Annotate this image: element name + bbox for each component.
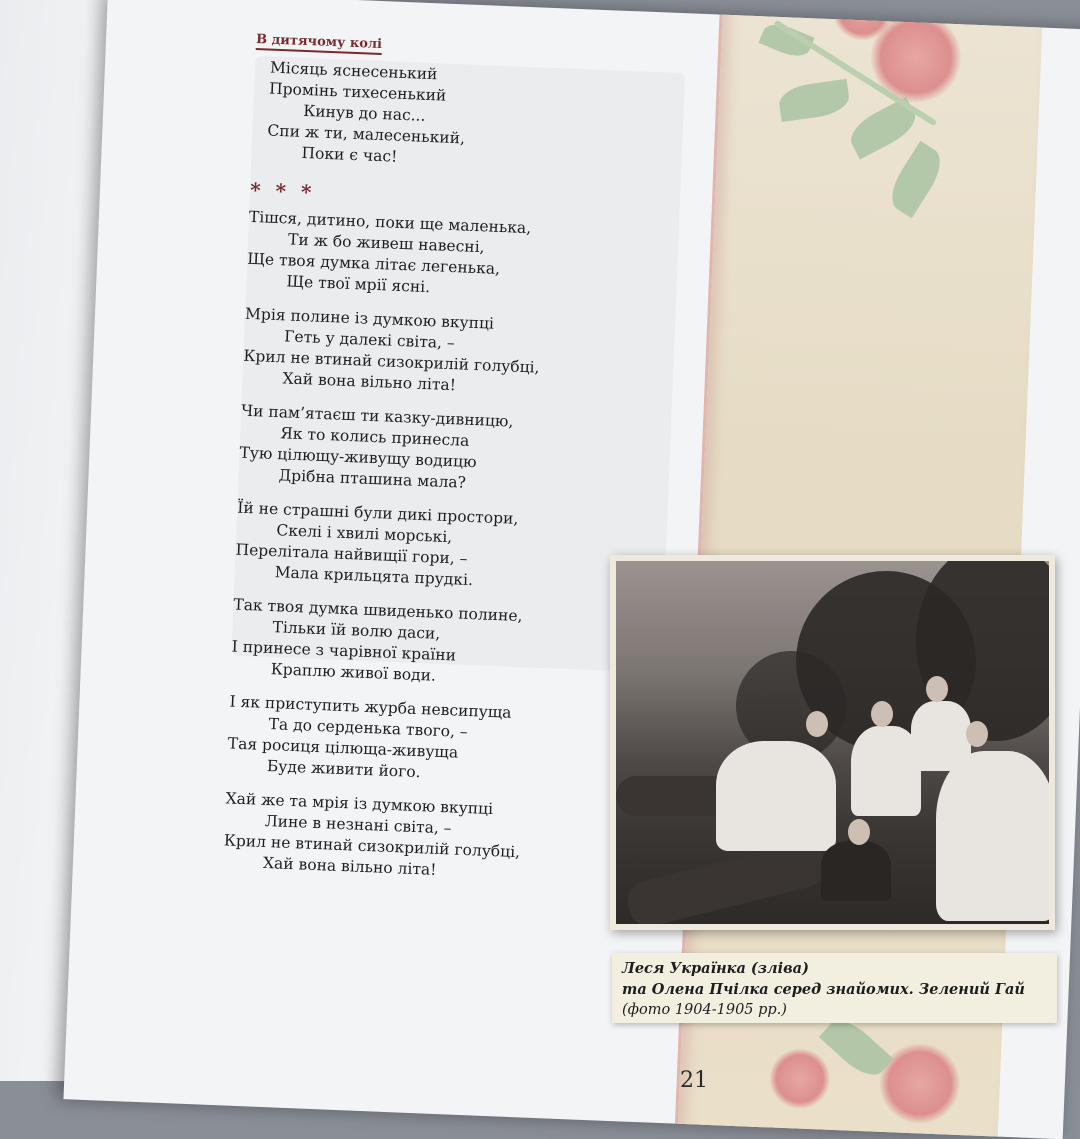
poem-line: Мала крильцята прудкі. — [274, 563, 474, 590]
poem-line: І принесе з чарівної країни — [231, 637, 457, 665]
leaf-ornament — [777, 79, 851, 122]
leaf-ornament — [883, 141, 949, 218]
lullaby-line: Промінь тихесенький — [268, 79, 447, 105]
poem-line: Скелі і хвилі морські, — [276, 521, 453, 547]
poem-line: Та до серденька твого, – — [268, 715, 468, 742]
photo-caption — [612, 953, 1057, 1023]
poem-line: Хай вона вільно літа! — [262, 853, 437, 879]
lullaby-line: Поки є час! — [301, 143, 398, 166]
historical-photo — [610, 555, 1055, 930]
poem-line: Геть у далекі світа, – — [283, 327, 456, 353]
poem-line: Дрібна пташина мала? — [278, 466, 467, 492]
caption-line: та Олена Пчілка серед знайомих. Зелений Гай — [622, 981, 1025, 998]
flower-ornament — [878, 1042, 961, 1125]
stanza-separator: * * * — [249, 177, 316, 205]
caption-line: Леся Українка (зліва) — [622, 960, 809, 977]
poem-line: Буде живити його. — [266, 757, 421, 782]
photo-person-head — [966, 721, 988, 747]
photo-image — [616, 561, 1049, 924]
photo-person — [936, 751, 1049, 921]
photo-person-head — [806, 711, 828, 737]
poem-line: Крил не втинай сизокрилій голубці, — [243, 346, 540, 377]
poem-line: Перелітала найвищії гори, – — [235, 540, 468, 568]
caption-line: (фото 1904-1905 рр.) — [622, 1002, 787, 1018]
photo-person-head — [871, 701, 893, 727]
poem-line: Мрія полине із думкою вкупці — [244, 304, 495, 333]
lullaby-line: Спи ж ти, малесенький, — [267, 121, 466, 148]
photo-person-head — [926, 676, 948, 702]
page-number: 21 — [680, 1068, 708, 1093]
poem-line: Ще твої мрії ясні. — [286, 272, 431, 297]
lullaby-line: Кинув до нас... — [302, 101, 426, 125]
poem-line: Ще твоя думка літає легенька, — [246, 249, 501, 278]
poem-line: Хай вона вільно літа! — [282, 369, 457, 395]
poem-line: Тішся, дитино, поки ще маленька, — [248, 207, 532, 238]
photo-person — [821, 841, 891, 901]
poem-line: Чи пам’ятаєш ти казку-дивницю, — [240, 401, 514, 431]
poem-line: Хай же та мрія із думкою вкупці — [225, 789, 494, 819]
poem-line: Ти ж бо живеш навесні, — [287, 230, 485, 257]
poem-line: Тую цілющу-живущу водицю — [239, 443, 477, 472]
poem-line: Лине в незнані світа, – — [264, 811, 452, 838]
poem-line: Їй не страшні були дикі простори, — [236, 498, 519, 528]
section-title: В дитячому колі — [256, 32, 383, 55]
poem-line: Краплю живої води. — [270, 660, 437, 685]
flower-ornament — [769, 1047, 831, 1109]
poem-line: Крил не втинай сизокрилій голубці, — [223, 831, 521, 862]
poem-line: Тільки їй волю даси, — [272, 618, 441, 643]
photo-person-head — [848, 819, 870, 845]
poem-column — [72, 0, 668, 912]
poem-line: І як приступить журба невсипуща — [229, 692, 512, 722]
photo-person — [716, 741, 836, 851]
poem-line: Так твоя думка швиденько полине, — [233, 595, 523, 626]
poem-line: Тая росиця цілюща-живуща — [227, 734, 459, 762]
poem-line: Як то колись принесла — [279, 424, 470, 450]
lullaby-line: Місяць яснесенький — [269, 58, 438, 84]
